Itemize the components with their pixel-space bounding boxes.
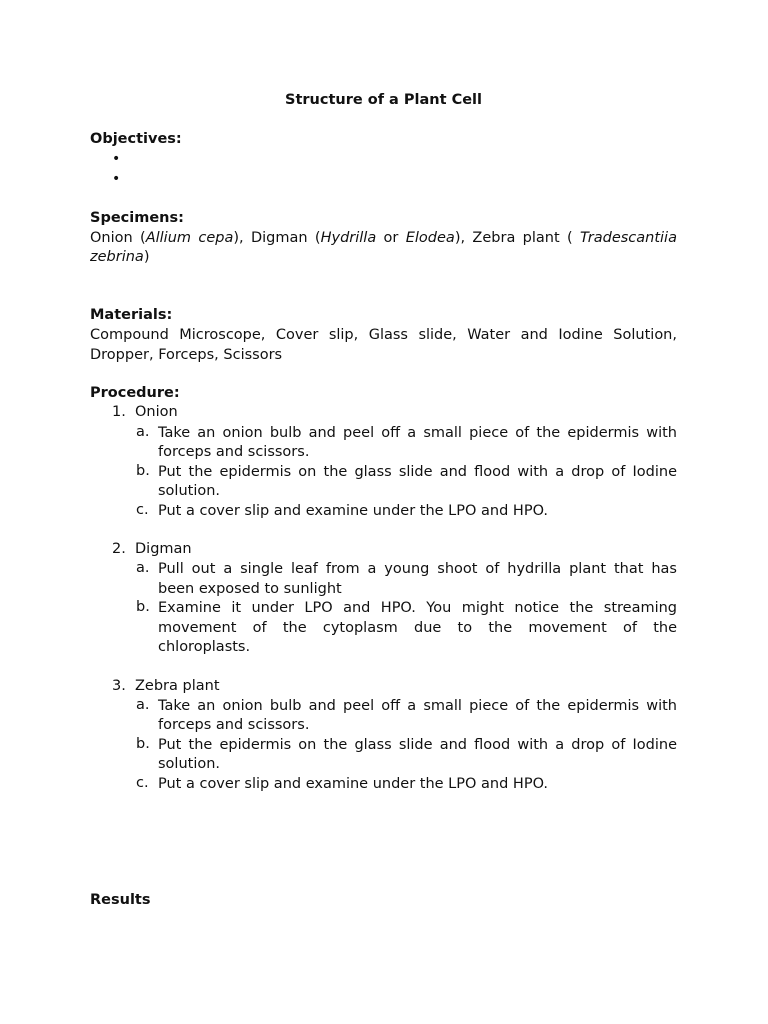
specimens-line-1 bbox=[90, 229, 677, 249]
step-number: 1. bbox=[112, 404, 126, 420]
step-label-onion: Onion bbox=[135, 404, 178, 420]
substep-text: Examine it under LPO and HPO. You might notice the streaming bbox=[158, 600, 677, 616]
specimens-heading: Specimens: bbox=[90, 210, 184, 226]
specimens-text: ) bbox=[143, 249, 150, 265]
specimens-text: ), Digman ( bbox=[233, 230, 321, 246]
specimens-text: ), Zebra plant ( bbox=[454, 230, 581, 246]
substep-marker: b. bbox=[136, 736, 150, 752]
objectives-heading: Objectives: bbox=[90, 131, 182, 147]
objectives-bullet: • bbox=[112, 171, 121, 187]
procedure-heading: Procedure: bbox=[90, 385, 180, 401]
materials-line-1: Compound Microscope, Cover slip, Glass slide, Water and Iodine Solution, bbox=[90, 327, 677, 343]
objectives-bullet: • bbox=[112, 151, 121, 167]
substep-marker: a. bbox=[136, 697, 150, 713]
substep-text: Put a cover slip and examine under the LPO and HPO. bbox=[158, 503, 548, 519]
substep-text: solution. bbox=[158, 756, 221, 772]
step-label-zebra-plant: Zebra plant bbox=[135, 678, 220, 694]
substep-text: Take an onion bulb and peel off a small piece of the epidermis with bbox=[158, 698, 677, 714]
substep-text: Pull out a single leaf from a young shoot of hydrilla plant that has bbox=[158, 561, 677, 577]
specimens-line-2 bbox=[90, 248, 677, 268]
specimens-text: Onion ( bbox=[90, 230, 146, 246]
substep-marker: a. bbox=[136, 424, 150, 440]
substep-text: Put the epidermis on the glass slide and flood with a drop of Iodine bbox=[158, 737, 677, 753]
substep-marker: b. bbox=[136, 463, 150, 479]
step-label-digman: Digman bbox=[135, 541, 192, 557]
document-page bbox=[90, 0, 677, 1024]
substep-marker: c. bbox=[136, 502, 149, 518]
substep-marker: a. bbox=[136, 560, 150, 576]
substep-marker: b. bbox=[136, 599, 150, 615]
substep-text: forceps and scissors. bbox=[158, 444, 310, 460]
substep-text: Put a cover slip and examine under the LPO and HPO. bbox=[158, 776, 548, 792]
document-title: Structure of a Plant Cell bbox=[285, 92, 482, 108]
substep-text: been exposed to sunlight bbox=[158, 581, 342, 597]
specimens-italic: Allium cepa bbox=[145, 230, 234, 246]
substep-marker: c. bbox=[136, 775, 149, 791]
materials-line-2: Dropper, Forceps, Scissors bbox=[90, 347, 283, 363]
substep-text: Take an onion bulb and peel off a small piece of the epidermis with bbox=[158, 425, 677, 441]
materials-heading: Materials: bbox=[90, 307, 173, 323]
specimens-italic: Hydrilla bbox=[320, 230, 377, 246]
substep-text: chloroplasts. bbox=[158, 639, 251, 655]
results-heading: Results bbox=[90, 892, 151, 908]
step-number: 2. bbox=[112, 541, 126, 557]
specimens-italic: Tradescantiia bbox=[580, 230, 677, 246]
specimens-italic: Elodea bbox=[405, 230, 455, 246]
substep-text: movement of the cytoplasm due to the movement of the bbox=[158, 620, 677, 636]
substep-text: Put the epidermis on the glass slide and flood with a drop of Iodine bbox=[158, 464, 677, 480]
step-number: 3. bbox=[112, 678, 126, 694]
substep-text: solution. bbox=[158, 483, 221, 499]
specimens-italic: zebrina bbox=[90, 249, 144, 265]
specimens-text: or bbox=[376, 230, 406, 246]
substep-text: forceps and scissors. bbox=[158, 717, 310, 733]
